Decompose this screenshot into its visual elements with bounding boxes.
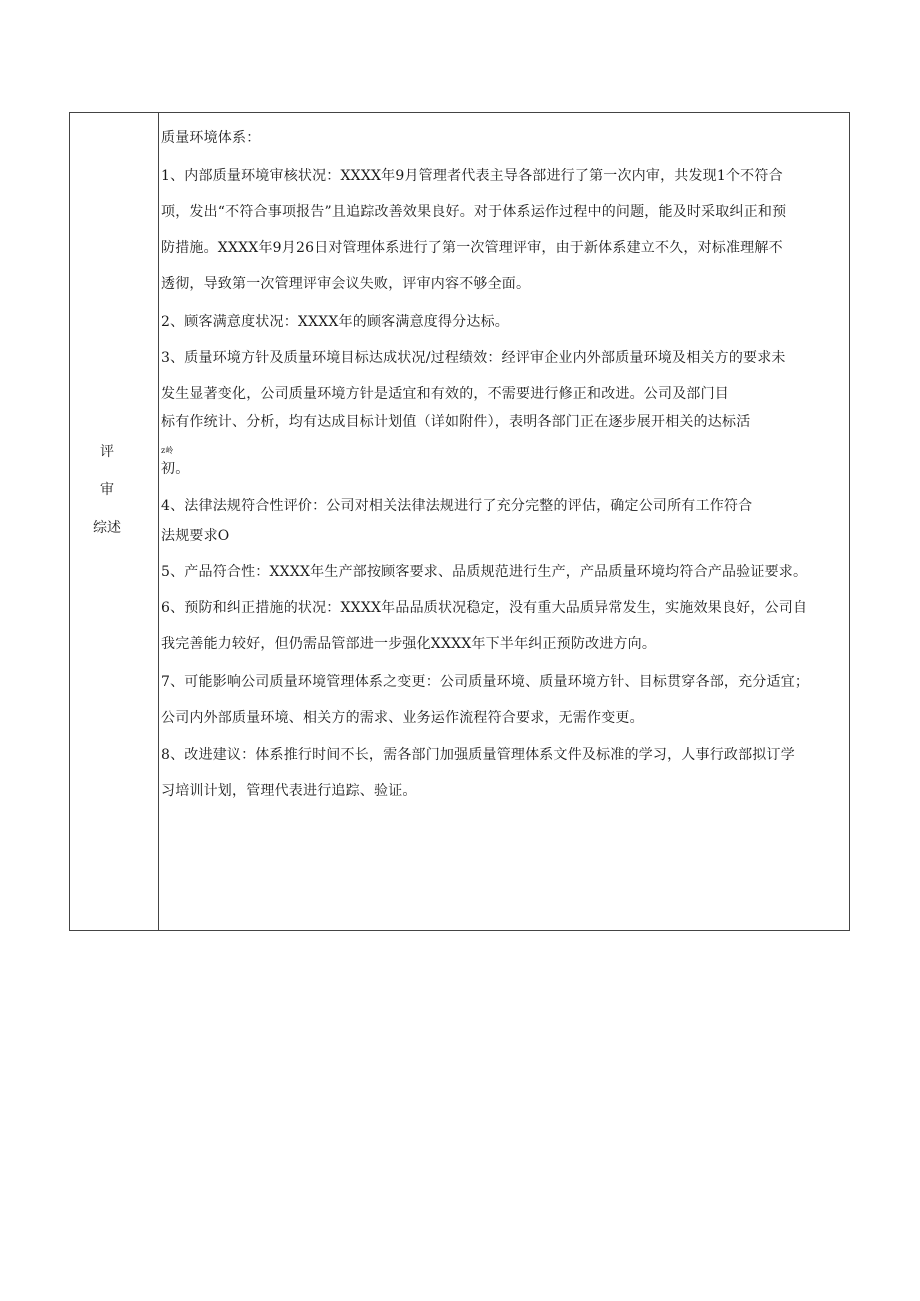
label-cell	[70, 113, 159, 930]
item-3-line-2: 发生显著变化，公司质量环境方针是适宜和有效的，不需要进行修正和改进。公司及部门目	[161, 386, 729, 402]
label-shen: 审	[100, 482, 114, 498]
item-6-line-1: 6、预防和纠正措施的状况：XXXX年品品质状况稳定，没有重大品质异常发生，实施效果良好，公司自	[161, 600, 808, 616]
label-stack	[70, 433, 158, 547]
item-8-line-1: 8、改进建议：体系推行时间不长，需各部门加强质量管理体系文件及标准的学习，人事行政部拟订学	[161, 747, 795, 763]
review-summary-table	[69, 112, 850, 931]
section-heading: 质量环境体系：	[161, 130, 261, 146]
item-3-fragment: z岭	[161, 446, 174, 455]
label-zongshu: 综述	[93, 520, 121, 536]
label-ping: 评	[100, 444, 114, 460]
item-8-line-2: 习培训计划，管理代表进行追踪、验证。	[161, 783, 417, 799]
item-3-line-4: 初。	[161, 461, 190, 477]
item-3-line-3: 标有作统计、分析，均有达成目标计划值（详如附件），表明各部门正在逐步展开相关的达标活	[161, 414, 751, 430]
item-1-line-4: 透彻，导致第一次管理评审会议失败，评审内容不够全面。	[161, 276, 531, 292]
item-1-line-2: 项，发出“不符合事项报告”且追踪改善效果良好。对于体系运作过程中的问题，能及时采取纠正和预	[161, 204, 787, 220]
item-6-line-2: 我完善能力较好，但仍需品管部进一步强化XXXX年下半年纠正预防改进方向。	[161, 636, 657, 652]
item-5-line-1: 5、产品符合性：XXXX年生产部按顾客要求、品质规范进行生产，产品质量环境均符合产品验证要求。	[161, 564, 808, 580]
item-4-line-2: 法规要求O	[161, 528, 230, 544]
item-4-line-1: 4、法律法规符合性评价：公司对相关法律法规进行了充分完整的评估，确定公司所有工作符合	[161, 498, 753, 514]
item-2-line-1: 2、顾客满意度状况：XXXX年的顾客满意度得分达标。	[161, 314, 509, 330]
content-cell	[159, 113, 849, 930]
item-7-line-1: 7、可能影响公司质量环境管理体系之变更：公司质量环境、质量环境方针、目标贯穿各部，充分适宜；	[161, 674, 810, 690]
item-7-line-2: 公司内外部质量环境、相关方的需求、业务运作流程符合要求，无需作变更。	[161, 710, 644, 726]
item-1-line-3: 防措施。XXXX年9月26日对管理体系进行了第一次管理评审，由于新体系建立不久，对标准理解不	[161, 240, 783, 256]
item-3-line-1: 3、质量环境方针及质量环境目标达成状况/过程绩效：经评审企业内外部质量环境及相关方的要求未	[161, 350, 786, 366]
item-1-line-1: 1、内部质量环境审核状况：XXXX年9月管理者代表主导各部进行了第一次内审，共发现1个不符合	[161, 168, 783, 184]
